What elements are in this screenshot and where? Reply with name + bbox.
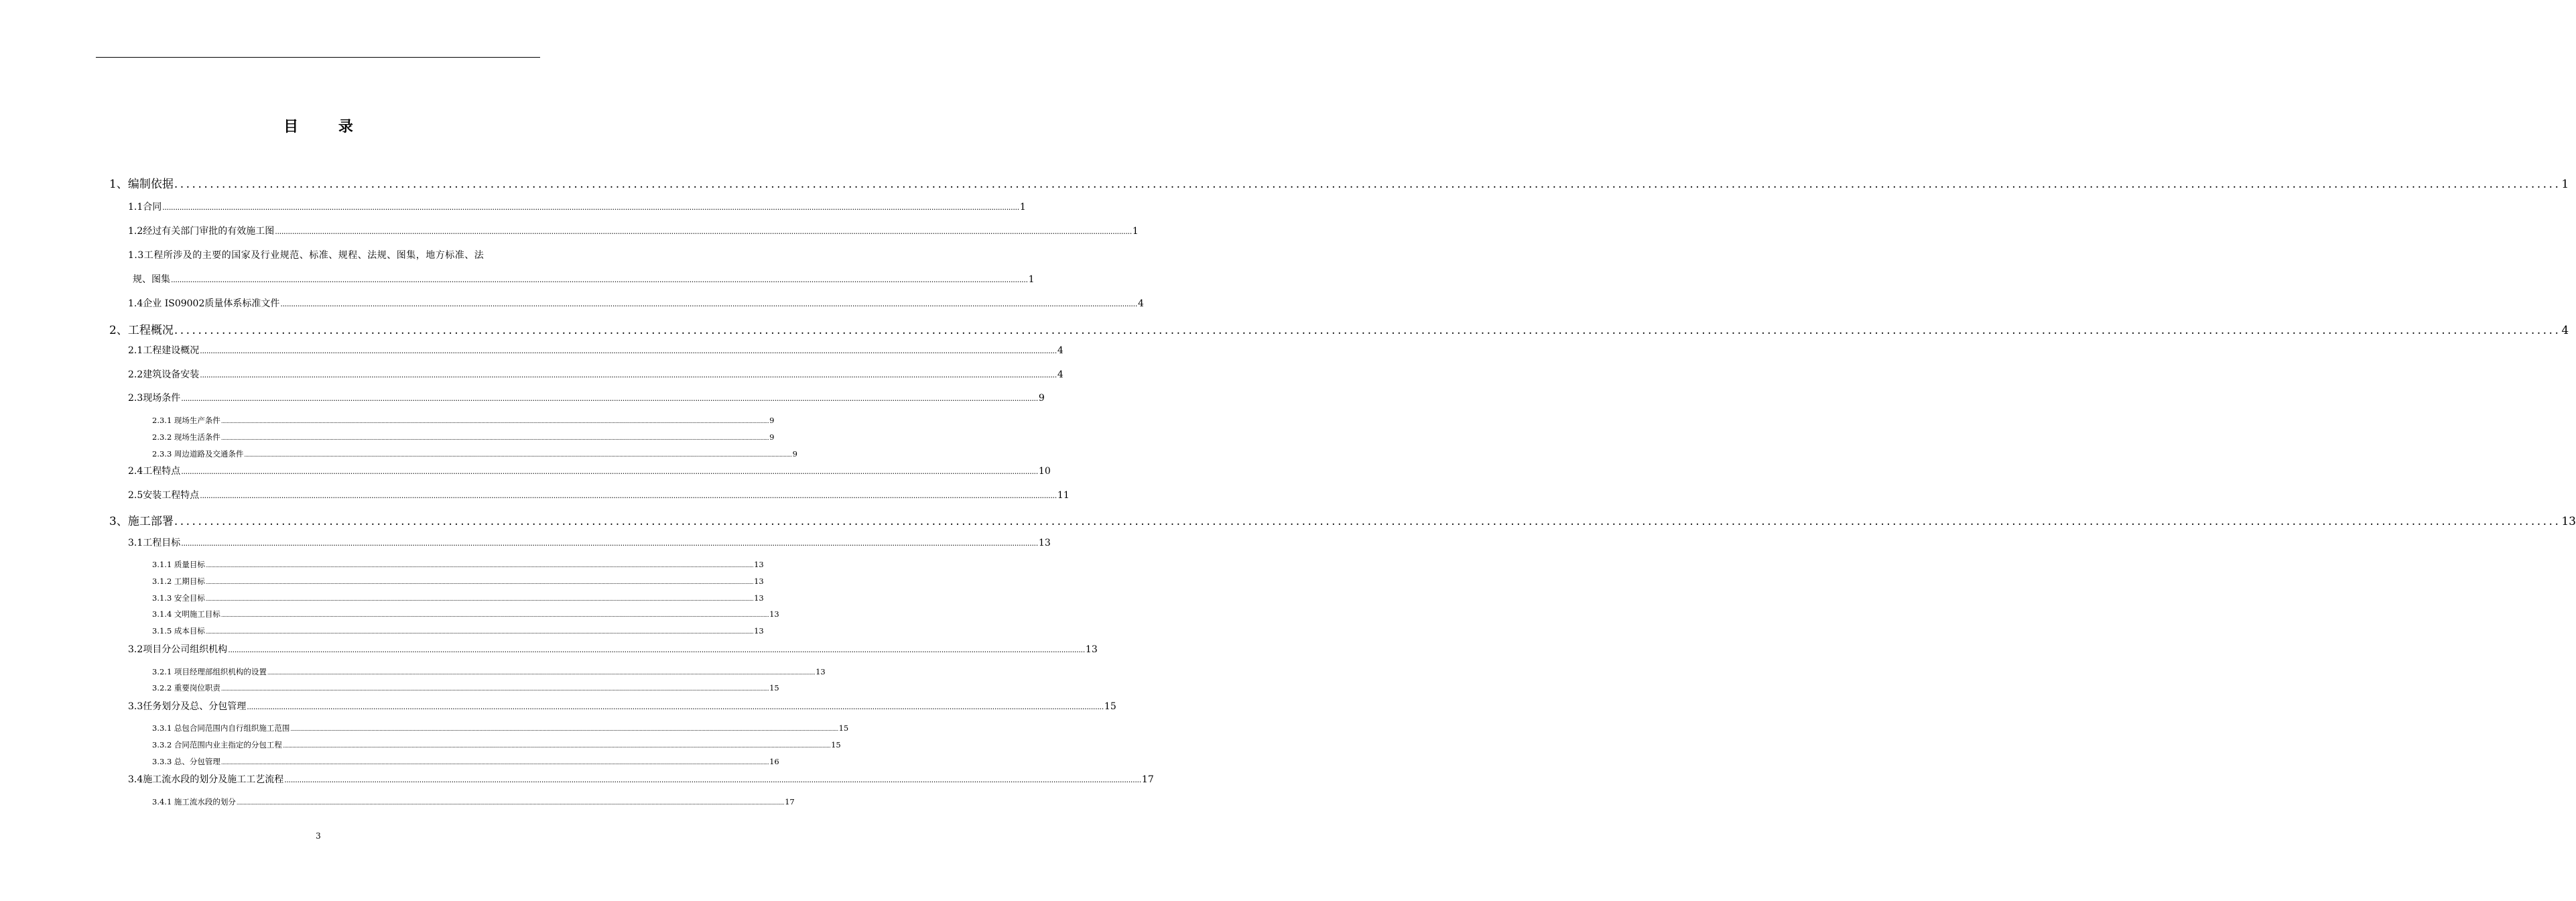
toc-entry[interactable] <box>152 625 764 636</box>
toc-entry[interactable] <box>133 272 1035 286</box>
toc-entry[interactable] <box>128 343 1064 357</box>
toc-entry-label: 3.3.3 总、分包管理 <box>152 757 220 766</box>
toc-entry[interactable] <box>152 796 795 807</box>
toc-entry-label: 3.4施工流水段的划分及施工工艺流程 <box>128 774 284 785</box>
toc-leader-dots: ................................................................................................................................................................................................................................................................................................................................................................................................................ <box>220 612 769 618</box>
toc-leader-dots: ................................................................................................................................................................................................................................................................................................................................................................................................................ <box>205 596 754 602</box>
toc-entry-label: 3.1.2 工期目标 <box>152 577 205 586</box>
toc-entry-page: 13 <box>2561 515 2576 528</box>
toc-entry[interactable] <box>152 609 779 619</box>
toc-leader-dots: ................................................................................................................................................................................................................................................................................................................................................................................................................ <box>181 394 1038 403</box>
toc-leader-dots: ................................................................................................................................................................................................................................................................................................................................................................................................................ <box>228 646 1085 654</box>
toc-entry[interactable] <box>152 666 826 677</box>
toc-entry-label: 1.3工程所涉及的主要的国家及行业规范、标准、规程、法规、图集，地方标准、法 <box>128 250 485 261</box>
toc-leader-dots: ................................................................................................................................................................................................................................................................................................................................................................................................................ <box>205 579 754 585</box>
toc-entry-page: 17 <box>1141 774 1154 785</box>
toc-entry-label: 2.2建筑设备安装 <box>128 369 200 380</box>
toc-leader-dots: ................................................................................................................................................................................................................................................................................................................................................................................................................ <box>162 203 1019 212</box>
toc-leader-dots: ................................................................................................................................................................................................................................................................................................................................................................................................................ <box>284 776 1141 784</box>
toc-entry-label: 3.3任务划分及总、分包管理 <box>128 701 247 712</box>
toc-entry-label: 3.1.5 成本目标 <box>152 626 205 636</box>
toc-entry-label: 2.4工程特点 <box>128 466 181 477</box>
toc-entry-page: 15 <box>831 740 841 749</box>
toc-entry-page: 9 <box>1038 393 1045 404</box>
toc-entry-page: 13 <box>816 667 826 676</box>
toc-entry-label: 3.2.2 重要岗位职责 <box>152 683 220 693</box>
toc-leader-dots: ................................................................................................................................................................................................................................................................................................................................................................................................................ <box>181 467 1038 476</box>
toc-leader-dots: ................................................................................................................................................................................................................................................................................................................................................................................................................ <box>275 227 1132 236</box>
toc-entry[interactable] <box>128 488 1070 501</box>
toc-entry-label: 3.1.3 安全目标 <box>152 593 205 603</box>
toc-entry[interactable] <box>128 224 1139 237</box>
toc-leader-dots: ................................................................................................................................................................................................................................................................................................................................................................................................................ <box>200 347 1057 355</box>
toc-entry-page: 15 <box>838 723 849 733</box>
toc-leader-dots: ................................................................................................................................................................................................................................................................................................................................................................................................................ <box>282 743 831 749</box>
toc-entry-label: 2.3.2 现场生活条件 <box>152 432 220 442</box>
toc-entry[interactable] <box>152 559 764 570</box>
toc-entry-page: 11 <box>1057 490 1070 501</box>
toc-entry-page: 4 <box>1057 369 1064 380</box>
toc-leader-dots: ................................................................................................................................................................................................................................................................................................................................................................................................................ <box>200 491 1057 500</box>
toc-entry-label: 3.2项目分公司组织机构 <box>128 644 228 655</box>
toc-leader-dots: ................................................................................................................................................................................................................................................................................................................................................................................................................ <box>171 276 1028 284</box>
toc-entry-page: 13 <box>754 593 764 603</box>
toc-entry-label: 3、施工部署 <box>109 515 174 528</box>
toc-entry-label: 3.4.1 施工流水段的划分 <box>152 797 236 806</box>
toc-entry[interactable] <box>152 756 779 767</box>
toc-entry[interactable] <box>128 367 1064 381</box>
toc-entry-page: 4 <box>1138 298 1144 309</box>
toc-entry-label: 2.3现场条件 <box>128 393 181 404</box>
toc-entry-page: 10 <box>1038 466 1051 477</box>
toc-entry-label: 1.4企业 IS09002质量体系标准文件 <box>128 298 280 309</box>
toc-leader-dots: ................................................................................................................................................................................................................................................................................................................................................................................................................ <box>174 515 2561 528</box>
toc-entry-label: 3.2.1 项目经理部组织机构的设置 <box>152 667 267 676</box>
toc-entry[interactable] <box>128 200 1026 213</box>
toc-entry-label: 1.1合同 <box>128 202 162 213</box>
toc-entry[interactable] <box>152 415 775 426</box>
toc-entry-label: 2.3.1 现场生产条件 <box>152 416 220 425</box>
toc-entry[interactable] <box>128 296 1144 310</box>
toc-entry-label: 3.3.2 合同范围内业主指定的分包工程 <box>152 740 282 749</box>
toc-leader-dots: ................................................................................................................................................................................................................................................................................................................................................................................................................ <box>220 686 769 692</box>
toc-leader-dots: ................................................................................................................................................................................................................................................................................................................................................................................................................ <box>236 800 785 806</box>
toc-leader-dots: ................................................................................................................................................................................................................................................................................................................................................................................................................ <box>181 539 1038 548</box>
toc-entry[interactable] <box>152 593 764 603</box>
toc-entry[interactable] <box>109 512 2576 528</box>
toc-entry-label: 2.3.3 周边道路及交通条件 <box>152 449 244 459</box>
toc-entry-label: 2.5安装工程特点 <box>128 490 200 501</box>
toc-entry[interactable] <box>128 772 1154 786</box>
toc-entry-page: 9 <box>792 449 797 459</box>
toc-entry[interactable] <box>128 642 1098 656</box>
toc-entry-page: 13 <box>1085 644 1098 655</box>
toc-entry-page: 13 <box>754 577 764 586</box>
toc-entry[interactable] <box>152 432 775 442</box>
toc-entry[interactable] <box>128 464 1051 477</box>
toc-entry-page: 4 <box>1057 345 1064 356</box>
header-rule <box>96 57 540 58</box>
toc-entry-page: 13 <box>769 609 779 619</box>
page-title: 目 录 <box>283 118 371 135</box>
toc-entry[interactable] <box>152 682 779 693</box>
toc-leader-dots: ................................................................................................................................................................................................................................................................................................................................................................................................................ <box>205 629 754 635</box>
toc-entry-label: 1、编制依据 <box>109 178 174 191</box>
toc-entry-page: 1 <box>1132 226 1139 237</box>
toc-entry-page: 9 <box>769 432 775 442</box>
toc-entry[interactable] <box>152 448 797 459</box>
toc-entry-label: 3.1工程目标 <box>128 538 181 548</box>
toc-entry-label: 3.1.4 文明施工目标 <box>152 609 220 619</box>
toc-entry-page: 4 <box>2561 324 2569 337</box>
toc-leader-dots: ................................................................................................................................................................................................................................................................................................................................................................................................................ <box>290 726 838 732</box>
toc-leader-dots: ................................................................................................................................................................................................................................................................................................................................................................................................................ <box>280 300 1138 308</box>
toc-entry[interactable] <box>128 536 1051 549</box>
toc-leader-dots: ................................................................................................................................................................................................................................................................................................................................................................................................................ <box>220 418 769 424</box>
toc-leader-dots: ................................................................................................................................................................................................................................................................................................................................................................................................................ <box>205 562 754 568</box>
toc-entry-page: 1 <box>1028 274 1035 285</box>
toc-entry[interactable] <box>152 576 764 587</box>
toc-entry-label: 3.3.1 总包合同范围内自行组织施工范围 <box>152 723 290 733</box>
toc-leader-dots: ................................................................................................................................................................................................................................................................................................................................................................................................................ <box>267 670 816 676</box>
toc-entry[interactable] <box>152 723 849 733</box>
toc-entry[interactable] <box>152 739 841 750</box>
toc-leader-dots: ................................................................................................................................................................................................................................................................................................................................................................................................................ <box>220 760 769 766</box>
toc-entry-page: 1 <box>1019 202 1026 213</box>
toc-entry-label: 2.1工程建设概况 <box>128 345 200 356</box>
toc-entry[interactable] <box>128 391 1045 404</box>
toc-leader-dots: ................................................................................................................................................................................................................................................................................................................................................................................................................ <box>200 371 1057 379</box>
toc-entry-page: 15 <box>769 683 779 693</box>
toc-entry-page: 13 <box>754 626 764 636</box>
toc-entry[interactable] <box>109 174 2569 191</box>
toc-entry-page: 13 <box>754 560 764 569</box>
toc-entry-label: 1.2经过有关部门审批的有效施工图 <box>128 226 275 237</box>
toc-leader-dots: ................................................................................................................................................................................................................................................................................................................................................................................................................ <box>174 324 2561 337</box>
toc-entry-page: 17 <box>785 797 795 806</box>
toc-entry[interactable] <box>109 320 2569 337</box>
toc-entry-page: 9 <box>769 416 775 425</box>
toc-entry[interactable] <box>128 699 1116 713</box>
toc-leader-dots: ................................................................................................................................................................................................................................................................................................................................................................................................................ <box>220 435 769 441</box>
toc-entry-page: 15 <box>1104 701 1116 712</box>
toc-entry-page: 1 <box>2561 178 2569 191</box>
toc-entry-label: 规、图集 <box>133 274 170 285</box>
toc-entry-page: 16 <box>769 757 779 766</box>
toc-entry-label: 2、工程概况 <box>109 324 174 337</box>
toc-leader-dots: ................................................................................................................................................................................................................................................................................................................................................................................................................ <box>244 452 792 458</box>
toc-entry-page: 13 <box>1038 538 1051 548</box>
page-number: 3 <box>316 831 321 841</box>
toc-leader-dots: ................................................................................................................................................................................................................................................................................................................................................................................................................ <box>174 178 2561 191</box>
toc-entry-label: 3.1.1 质量目标 <box>152 560 205 569</box>
toc-leader-dots: ................................................................................................................................................................................................................................................................................................................................................................................................................ <box>247 703 1104 711</box>
